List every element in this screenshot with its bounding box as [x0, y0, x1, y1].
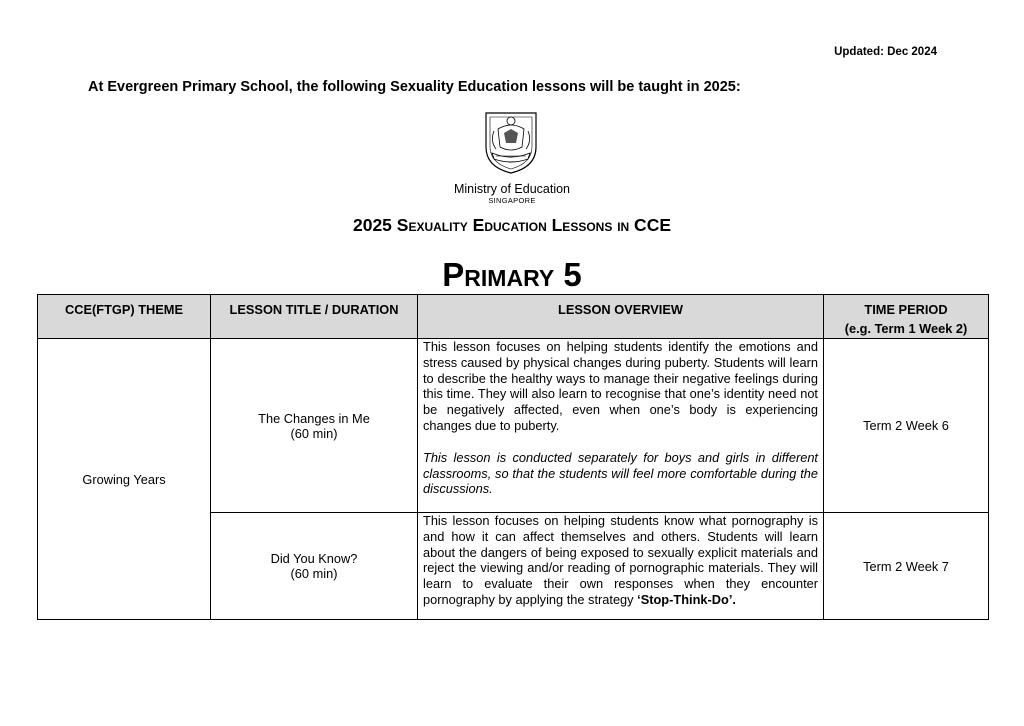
lesson-title: The Changes in Me [258, 410, 370, 426]
overview-cell [418, 513, 824, 620]
lesson-title-cell [211, 339, 418, 513]
theme-cell: Growing Years [38, 339, 211, 620]
overview-text: This lesson focuses on helping students know what pornography is and how it can affect themselves and others. Students will learn about the dangers of being exposed to sexually explicit materials and reject the viewing and/or reading of pornographic materials. They will learn to evaluate their own responses when they encounter pornography by applying the strategy [423, 513, 818, 607]
level-heading: Primary 5 [442, 256, 582, 293]
header-time-period [824, 295, 989, 339]
lesson-title-cell [211, 513, 418, 620]
ministry-name: Ministry of Education [453, 182, 571, 196]
strategy-name: ‘Stop-Think-Do’. [637, 591, 736, 607]
document-title: 2025 Sexuality Education Lessons in CCE [352, 215, 671, 235]
ministry-country: SINGAPORE [488, 196, 536, 205]
table-row [38, 339, 989, 513]
intro-text: At Evergreen Primary School, the following Sexuality Education lessons will be taught in 2025: [88, 79, 741, 95]
moe-crest-icon [478, 107, 544, 175]
header-lesson-title: LESSON TITLE / DURATION [211, 295, 418, 339]
header-theme: CCE(FTGP) THEME [38, 295, 211, 339]
overview-note: This lesson is conducted separately for boys and girls in different classrooms, so that the students will feel more comfortable during the discussions. [423, 449, 818, 497]
lesson-title: Did You Know? [270, 551, 358, 566]
updated-date: Updated: Dec 2024 [834, 46, 937, 58]
overview-text: This lesson focuses on helping students identify the emotions and stress caused by physical changes during puberty. Students will learn to describe the healthy ways to manage their negative feelings during this time. They will also learn to recognise that one’s identity need not be negatively affected, even when one’s body is experiencing changes due to puberty. [423, 339, 818, 433]
table-header-row [38, 295, 989, 339]
header-overview: LESSON OVERVIEW [418, 295, 824, 339]
overview-cell [418, 339, 824, 513]
time-period-cell: Term 2 Week 7 [824, 513, 989, 620]
time-period-cell: Term 2 Week 6 [824, 339, 989, 513]
lesson-duration: (60 min) [290, 425, 338, 441]
header-time-label: TIME PERIOD [864, 302, 948, 317]
lesson-duration: (60 min) [290, 566, 338, 581]
lessons-table [37, 294, 989, 620]
header-time-example: (e.g. Term 1 Week 2) [844, 321, 968, 336]
